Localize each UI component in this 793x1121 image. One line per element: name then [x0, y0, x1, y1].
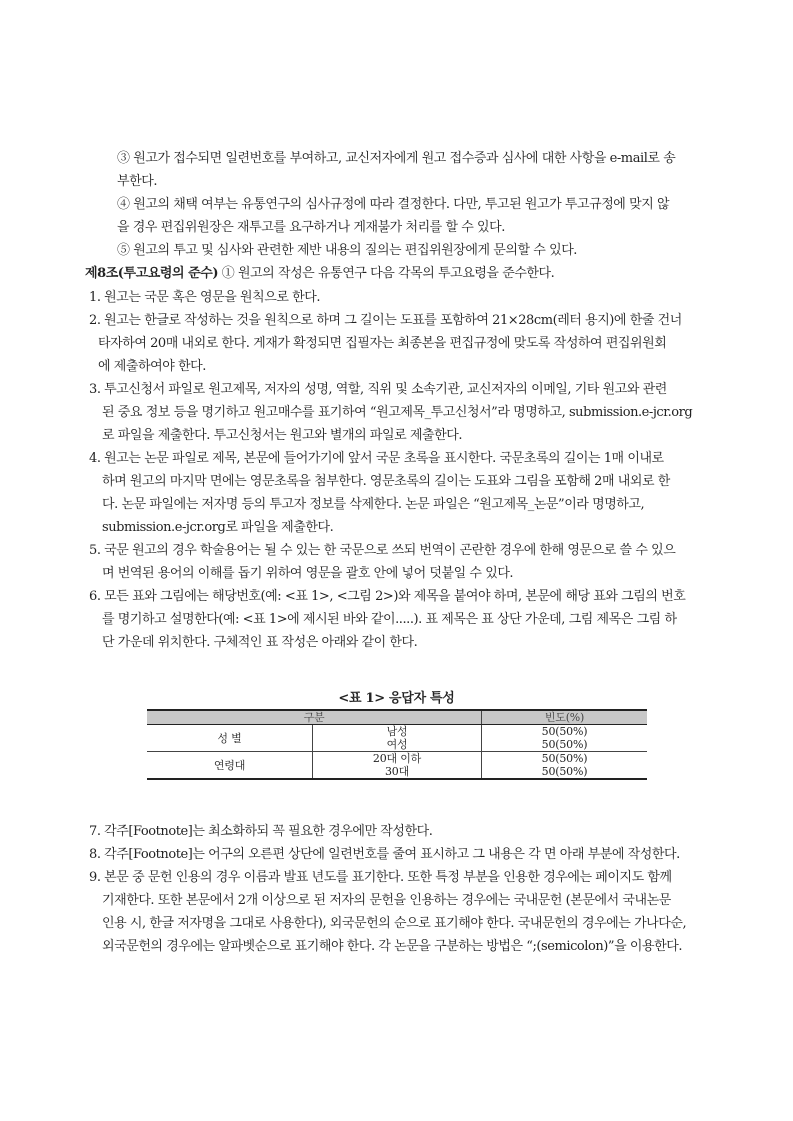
article-heading: 제8조(투고요령의 준수) [85, 266, 219, 281]
table-cell: 20대 이하 [313, 752, 482, 766]
text-line: 다. 논문 파일에는 저자명 등의 투고자 정보를 삭제한다. 논문 파일은 “원고제목_논문”이라 명명하고, [102, 497, 645, 512]
numbered-item-8 [89, 843, 680, 866]
numbered-item-4 [89, 447, 670, 539]
text-line: 외국문헌의 경우에는 알파벳순으로 표기해야 한다. 각 논문을 구분하는 방법은 “;(semicolon)”을 이용한다. [102, 939, 683, 954]
table-header-cell: 구분 [147, 710, 482, 725]
text-line: 단 가운데 위치한다. 구체적인 표 작성은 아래와 같이 한다. [102, 635, 418, 650]
text-line: 기재한다. 또한 본문에서 2개 이상으로 된 저자의 문헌을 인용하는 경우에는 국내문헌 (본문에서 국내논문 [102, 893, 671, 908]
table-cell: 남성 [313, 725, 482, 739]
text-line: 8. 각주[Footnote]는 어구의 오른편 상단에 일련번호를 줄여 표시하고 그 내용은 각 면 아래 부분에 작성한다. [89, 847, 680, 862]
text-line: 6. 모든 표와 그림에는 해당번호(예: <표 1>, <그림 2>)와 제목을 붙여야 하며, 본문에 해당 표와 그림의 번호 [89, 589, 686, 604]
table-header-row [147, 710, 647, 725]
table-cell: 50(50%) [541, 752, 588, 765]
text-line: 로 파일을 제출한다. 투고신청서는 원고와 별개의 파일로 제출한다. [102, 428, 463, 443]
text-line: 2. 원고는 한글로 작성하는 것을 원칙으로 하며 그 길이는 도표를 포함하여 21×28cm(레터 용지)에 한줄 건너 [89, 313, 682, 328]
numbered-item-3 [89, 378, 692, 447]
table-row [147, 752, 647, 766]
table-cell: 50(50%) [482, 738, 648, 752]
article-8 [85, 262, 554, 285]
text-line: ④ 원고의 채택 여부는 유통연구의 심사규정에 따라 결정한다. 다만, 투고된 원고가 투고규정에 맞지 않 [117, 197, 670, 212]
table-header-cell: 빈도(%) [482, 710, 648, 725]
text-line: 5. 국문 원고의 경우 학술용어는 될 수 있는 한 국문으로 쓰되 번역이 곤란한 경우에 한해 영문으로 쓸 수 있으 [89, 543, 676, 558]
item-4-circled [117, 193, 669, 239]
table-cell: 30대 [313, 765, 482, 779]
table-row [147, 725, 647, 739]
text-line: 7. 각주[Footnote]는 최소화하되 꼭 필요한 경우에만 작성한다. [89, 824, 433, 839]
text-line: 를 명기하고 설명한다(예: <표 1>에 제시된 바와 같이.....). 표 제목은 표 상단 가운데, 그림 제목은 그림 하 [102, 612, 677, 627]
table-cell: 50(50%) [482, 765, 648, 779]
item-5-circled [117, 239, 577, 262]
numbered-item-9 [89, 866, 686, 958]
item-3-circled [117, 147, 675, 193]
text-line: 며 번역된 용어의 이해를 돕기 위하여 영문을 괄호 안에 넣어 덧붙일 수 있다. [102, 566, 514, 581]
numbered-item-2 [89, 309, 682, 378]
text-line: submission.e-jcr.org로 파일을 제출한다. [102, 520, 334, 535]
text-line: 9. 본문 중 문헌 인용의 경우 이름과 발표 년도를 표기한다. 또한 특정 부분을 인용한 경우에는 페이지도 함께 [89, 870, 672, 885]
numbered-item-5 [89, 539, 675, 585]
table-group-label: 성 별 [147, 725, 313, 752]
text-line: 에 제출하여야 한다. [98, 359, 206, 374]
text-line: 1. 원고는 국문 혹은 영문을 원칙으로 한다. [89, 290, 321, 305]
text-line: ⑤ 원고의 투고 및 심사와 관련한 제반 내용의 질의는 편집위원장에게 문의할 수 있다. [117, 243, 577, 258]
text-line: 된 중요 정보 등을 명기하고 원고매수를 표기하여 “원고제목_투고신청서”라 명명하고, submission.e-jcr.org [102, 405, 693, 420]
text-line: 부한다. [117, 174, 158, 189]
text-line: 을 경우 편집위원장은 재투고를 요구하거나 게재불가 처리를 할 수 있다. [117, 220, 505, 235]
numbered-item-7 [89, 820, 432, 843]
text-line: 3. 투고신청서 파일로 원고제목, 저자의 성명, 역할, 직위 및 소속기관, 교신저자의 이메일, 기타 원고와 관련 [89, 382, 667, 397]
text-line: 4. 원고는 논문 파일로 제목, 본문에 들어가기에 앞서 국문 초록을 표시한다. 국문초록의 길이는 1매 이내로 [89, 451, 664, 466]
text-line: ③ 원고가 접수되면 일련번호를 부여하고, 교신저자에게 원고 접수증과 심사에 대한 사항을 e-mail로 송 [117, 151, 676, 166]
table-group-label: 연령대 [147, 752, 313, 780]
article-text: ① 원고의 작성은 유통연구 다음 각목의 투고요령을 준수한다. [218, 266, 555, 281]
table-caption: <표 1> 응답자 특성 [338, 691, 455, 706]
table-cell: 50(50%) [541, 725, 588, 738]
text-line: 타자하여 20매 내외로 한다. 게재가 확정되면 집필자는 최종본을 편집규정에 맞도록 작성하여 편집위원회 [98, 336, 667, 351]
table-cell: 여성 [313, 738, 482, 752]
numbered-item-6 [89, 585, 685, 654]
text-line: 하며 원고의 마지막 면에는 영문초록을 첨부한다. 영문초록의 길이는 도표와 그림을 포함해 2매 내외로 한 [102, 474, 670, 489]
numbered-item-1 [89, 286, 320, 309]
respondent-table [147, 709, 647, 780]
text-line: 인용 시, 한글 저자명을 그대로 사용한다), 외국문헌의 순으로 표기해야 한다. 국내문헌의 경우에는 가나다순, [102, 916, 687, 931]
